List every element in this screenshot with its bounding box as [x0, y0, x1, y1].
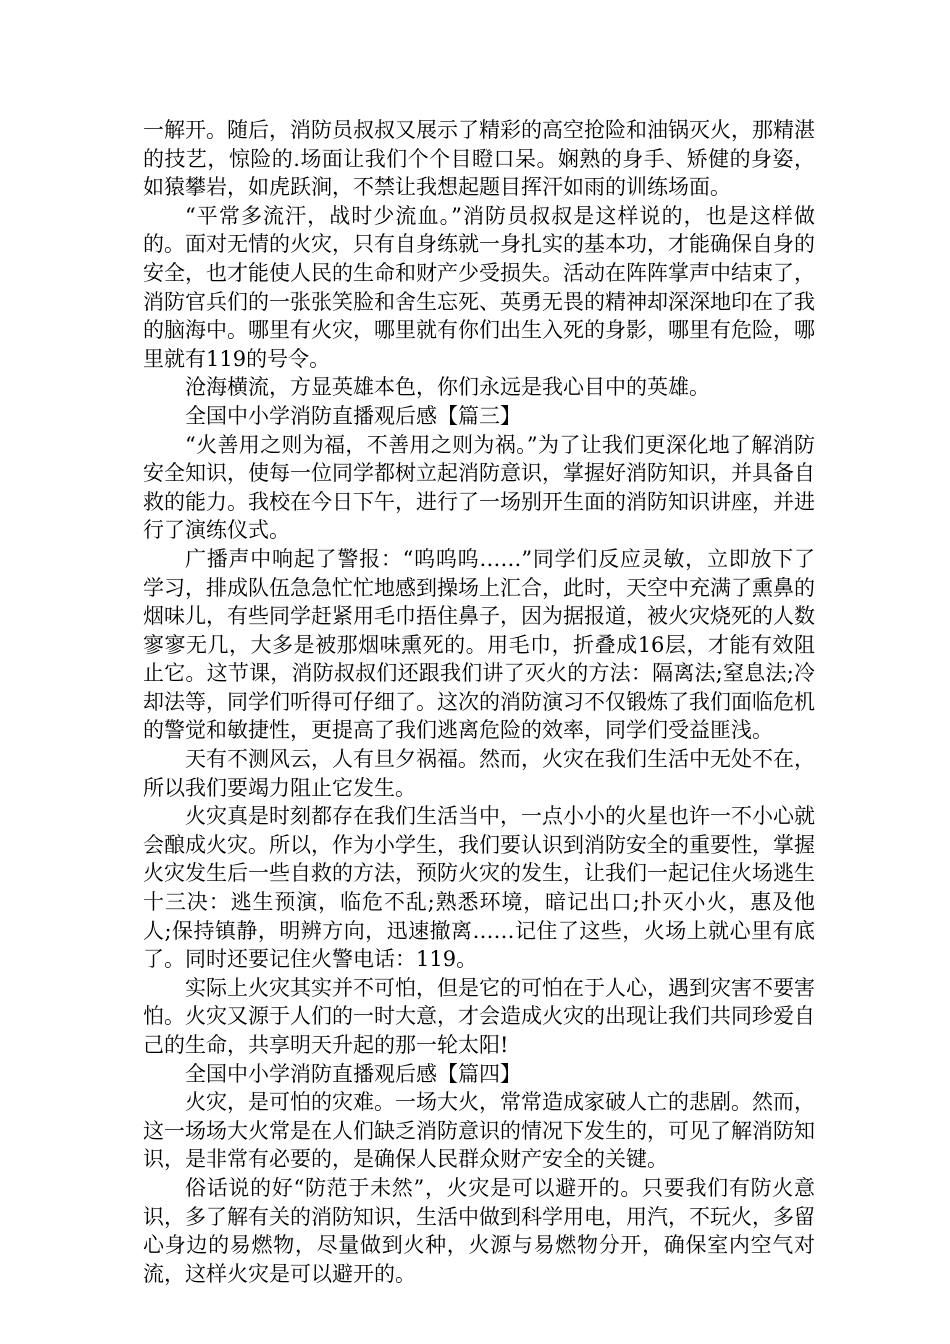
section-heading-part-four: 全国中小学消防直播观后感【篇四】 [185, 1061, 521, 1086]
paragraph: “平常多流汗，战时少流血。”消防员叔叔是这样说的，也是这样做的。面对无情的火灾，只有自身练就一身扎实的基本功，才能确保自身的安全，也才能使人民的生命和财产少受损失。活动在阵阵掌声中结束了，消防官兵们的一张张笑脸和舍生忘死、英勇无畏的精神却深深地印在了我的脑海中。哪里有火灾，哪里就有你们出生入死的身影，哪里有危险，哪里就有119的号令。 [143, 203, 815, 371]
paragraph: 广播声中响起了警报：“呜呜呜……”同学们反应灵敏，立即放下了学习，排成队伍急急忙忙地感到操场上汇合，此时，天空中充满了熏鼻的烟味儿，有些同学赶紧用毛巾捂住鼻子，因为据报道，被火灾烧死的人数寥寥无几，大多是被那烟味熏死的。用毛巾，折叠成16层，才能有效阻止它。这节课，消防叔叔们还跟我们讲了灭火的方法：隔离法;窒息法;冷却法等，同学们听得可仔细了。这次的消防演习不仅锻炼了我们面临危机的警觉和敏捷性，更提高了我们逃离危险的效率，同学们受益匪浅。 [143, 546, 815, 743]
paragraph: 天有不测风云，人有旦夕祸福。然而，火灾在我们生活中无处不在，所以我们要竭力阻止它发生。 [143, 747, 815, 800]
paragraph: 火灾真是时刻都存在我们生活当中，一点小小的火星也许一不小心就会酿成火灾。所以，作为小学生，我们要认识到消防安全的重要性，掌握火灾发生后一些自救的方法，预防火灾的发生，让我们一起记住火场逃生十三决：逃生预演，临危不乱;熟悉环境，暗记出口;扑灭小火，惠及他人;保持镇静，明辨方向，迅速撤离……记住了这些，火场上就心里有底了。同时还要记住火警电话：119。 [143, 804, 815, 972]
paragraph: “火善用之则为福，不善用之则为祸。”为了让我们更深化地了解消防安全知识，使每一位同学都树立起消防意识，掌握好消防知识，并具备自救的能力。我校在今日下午，进行了一场别开生面的消防知识讲座，并进行了演练仪式。 [143, 432, 815, 543]
paragraph: 沧海横流，方显英雄本色，你们永远是我心目中的英雄。 [185, 375, 710, 400]
paragraph: 火灾，是可怕的灾难。一场大火，常常造成家破人亡的悲剧。然而，这一场场大火常是在人们缺乏消防意识的情况下发生的，可见了解消防知识，是非常有必要的，是确保人民群众财产安全的关键。 [143, 1090, 815, 1172]
section-heading-part-three: 全国中小学消防直播观后感【篇三】 [185, 403, 521, 428]
paragraph: 俗话说的好“防范于未然”，火灾是可以避开的。只要我们有防火意识，多了解有关的消防知识，生活中做到科学用电，用汽，不玩火，多留心身边的易燃物，尽量做到火种，火源与易燃物分开，确保室内空气对流，这样火灾是可以避开的。 [143, 1175, 815, 1286]
document-page [143, 116, 815, 1288]
paragraph-continuation: 一解开。随后，消防员叔叔又展示了精彩的高空抢险和油锅灭火，那精湛的技艺，惊险的.场面让我们个个目瞪口呆。娴熟的身手、矫健的身姿，如猿攀岩，如虎跃涧，不禁让我想起题目挥汗如雨的训练场面。 [143, 118, 815, 200]
paragraph: 实际上火灾其实并不可怕，但是它的可怕在于人心，遇到灾害不要害怕。火灾又源于人们的一时大意，才会造成火灾的出现让我们共同珍爱自己的生命，共享明天升起的那一轮太阳! [143, 975, 815, 1057]
